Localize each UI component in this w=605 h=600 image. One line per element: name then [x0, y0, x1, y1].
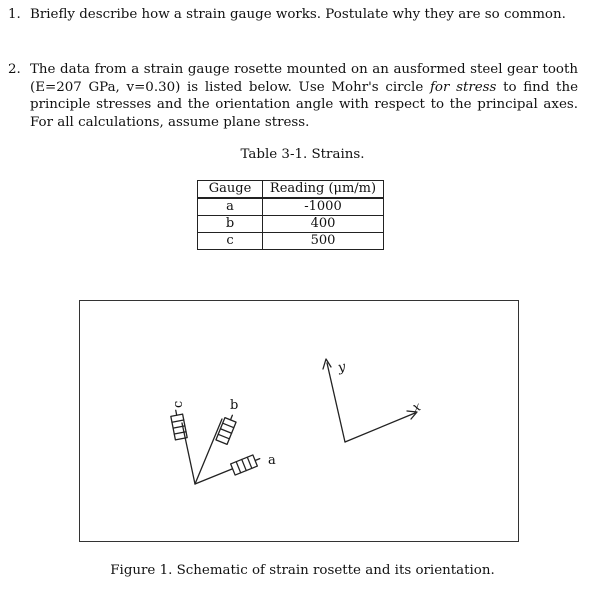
reading-cell: 400	[263, 216, 384, 233]
x-axis-line	[345, 413, 415, 442]
gauge-cell: b	[198, 216, 263, 233]
question-1-number: 1.	[8, 7, 21, 22]
table-row	[198, 198, 384, 216]
table-row	[198, 233, 384, 250]
reading-cell: -1000	[263, 198, 384, 216]
header-gauge: Gauge	[198, 181, 263, 199]
gauge-b-element	[216, 413, 238, 444]
question-2-text-part-2: to find the principle stresses and the orientation angle with respect to the principal axes. For all calculations, assume plane stress.	[30, 79, 578, 130]
reading-cell: 500	[263, 233, 384, 250]
rosette-figure	[79, 300, 519, 542]
table-row	[198, 216, 384, 233]
question-1	[8, 6, 598, 24]
header-reading: Reading (μm/m)	[263, 181, 384, 199]
y-axis-label: y	[336, 359, 347, 376]
gauge-a-element	[231, 453, 262, 475]
gauge-c-label: c	[171, 400, 186, 408]
x-axis-label: x	[410, 399, 424, 416]
question-2-italic-text: for stress	[429, 79, 497, 95]
rosette-diagram	[80, 301, 518, 541]
figure-caption: Figure 1. Schematic of strain rosette and its orientation.	[110, 563, 495, 578]
question-2-text-part-1: The data from a strain gauge rosette mounted on an ausformed steel gear tooth (E=207 GPa, v=0.30) is listed below. Use Mohr's circle	[30, 62, 578, 95]
question-2	[8, 61, 578, 131]
gauge-cell: a	[198, 198, 263, 216]
table-header-row	[198, 181, 384, 199]
question-2-number: 2.	[8, 62, 21, 77]
gauge-cell: c	[198, 233, 263, 250]
gauge-b-label: b	[230, 398, 239, 413]
strains-table	[197, 180, 384, 250]
question-1-text: Briefly describe how a strain gauge works. Postulate why they are so common.	[30, 7, 566, 22]
question-2-text	[30, 61, 578, 131]
table-caption: Table 3-1. Strains.	[240, 147, 365, 162]
gauge-a-label: a	[268, 453, 276, 468]
